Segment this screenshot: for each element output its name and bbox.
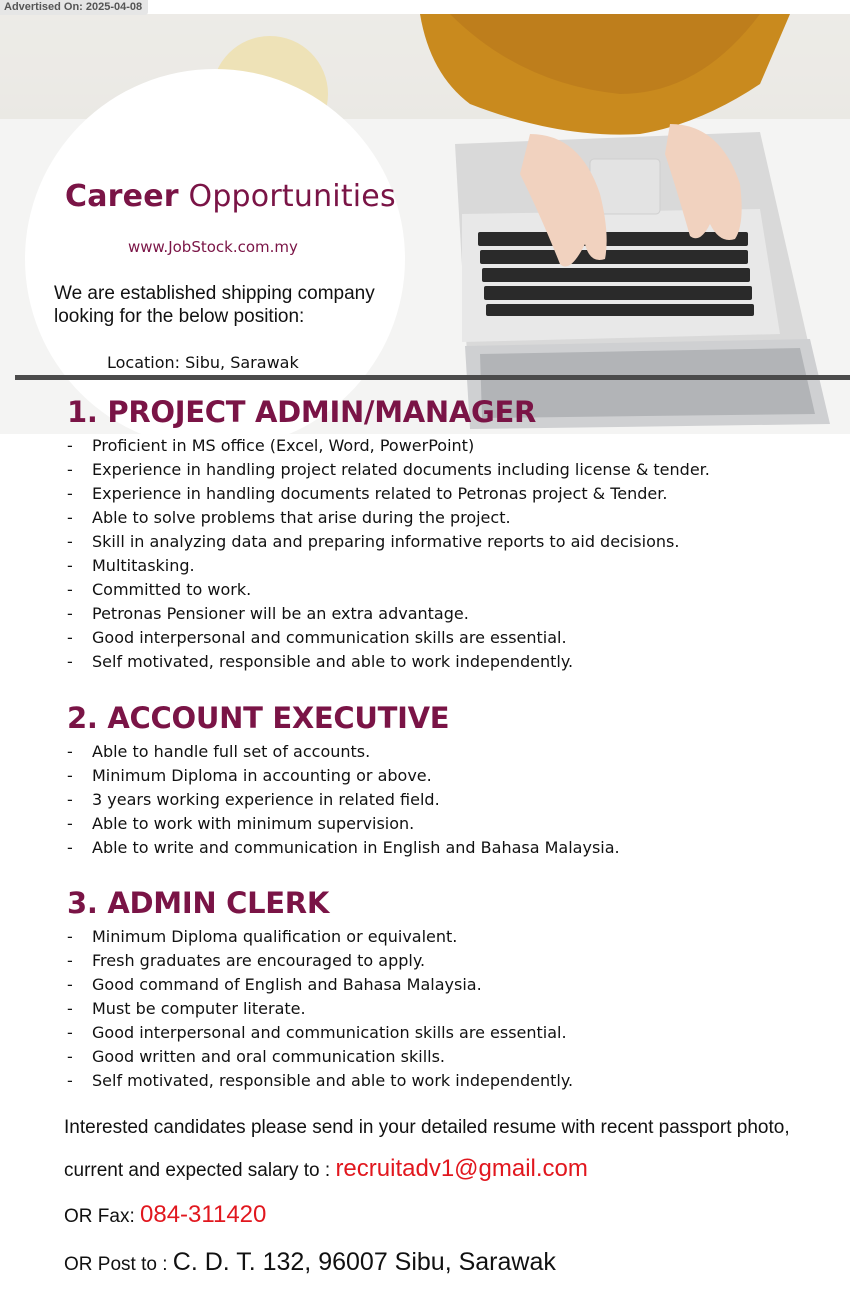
list-item: - Self motivated, responsible and able to work independently. (67, 652, 574, 671)
apply-fax-line (64, 1198, 844, 1234)
list-item: - Committed to work. (67, 580, 252, 599)
list-item: - Good command of English and Bahasa Malaysia. (67, 975, 482, 994)
list-item: - Petronas Pensioner will be an extra advantage. (67, 604, 469, 623)
list-item: - Able to handle full set of accounts. (67, 742, 371, 761)
hero-title-bold: Career (65, 179, 179, 214)
company-intro: We are established shipping company looking for the below position: (54, 283, 375, 327)
list-item: - Proficient in MS office (Excel, Word, PowerPoint) (67, 436, 475, 455)
requirements-list (0, 925, 850, 1093)
list-item: - 3 years working experience in related field. (67, 790, 440, 809)
list-item: - Minimum Diploma in accounting or above. (67, 766, 432, 785)
list-item: - Able to write and communication in English and Bahasa Malaysia. (67, 838, 620, 857)
list-item: - Skill in analyzing data and preparing informative reports to aid decisions. (67, 532, 680, 551)
section-divider-bar (15, 375, 850, 380)
postal-address: C. D. T. 132, 96007 Sibu, Sarawak (172, 1248, 556, 1276)
position-admin-clerk (0, 885, 850, 1093)
list-item: - Experience in handling documents related to Petronas project & Tender. (67, 484, 668, 503)
hero-title-rest: Opportunities (188, 179, 396, 214)
contact-email-link[interactable]: recruitadv1@gmail.com (335, 1155, 588, 1182)
list-item: - Able to solve problems that arise during the project. (67, 508, 511, 527)
advertised-date-badge: Advertised On: 2025-04-08 (0, 0, 148, 15)
apply-fax-prefix: OR Fax: (64, 1206, 141, 1227)
application-instructions (64, 1114, 844, 1283)
list-item: - Good interpersonal and communication skills are essential. (67, 1023, 567, 1042)
website-link[interactable]: www.JobStock.com.my (128, 238, 298, 256)
apply-post-prefix: OR Post to : (64, 1254, 173, 1275)
requirements-list (0, 740, 850, 860)
apply-email-line (64, 1152, 844, 1188)
position-title: 2. ACCOUNT EXECUTIVE (67, 701, 450, 735)
requirements-list (0, 434, 850, 674)
position-title: 3. ADMIN CLERK (67, 886, 329, 920)
position-title: 1. PROJECT ADMIN/MANAGER (67, 395, 537, 429)
position-project-admin (0, 394, 850, 674)
list-item: - Experience in handling project related documents including license & tender. (67, 460, 710, 479)
list-item: - Fresh graduates are encouraged to apply. (67, 951, 426, 970)
contact-fax-number[interactable]: 084-311420 (140, 1201, 267, 1228)
hero-banner (0, 14, 850, 434)
list-item: - Must be computer literate. (67, 999, 306, 1018)
position-account-executive (0, 700, 850, 860)
list-item: - Good written and oral communication skills. (67, 1047, 446, 1066)
hero-title (65, 179, 396, 214)
list-item: - Multitasking. (67, 556, 195, 575)
list-item: - Able to work with minimum supervision. (67, 814, 415, 833)
apply-instruction-line: Interested candidates please send in your detailed resume with recent passport photo, (64, 1117, 790, 1138)
list-item: - Good interpersonal and communication skills are essential. (67, 628, 567, 647)
apply-post-line (64, 1244, 844, 1283)
list-item: - Self motivated, responsible and able to work independently. (67, 1071, 574, 1090)
apply-email-prefix: current and expected salary to : (64, 1160, 336, 1181)
job-location: Location: Sibu, Sarawak (107, 353, 299, 372)
list-item: - Minimum Diploma qualification or equivalent. (67, 927, 458, 946)
